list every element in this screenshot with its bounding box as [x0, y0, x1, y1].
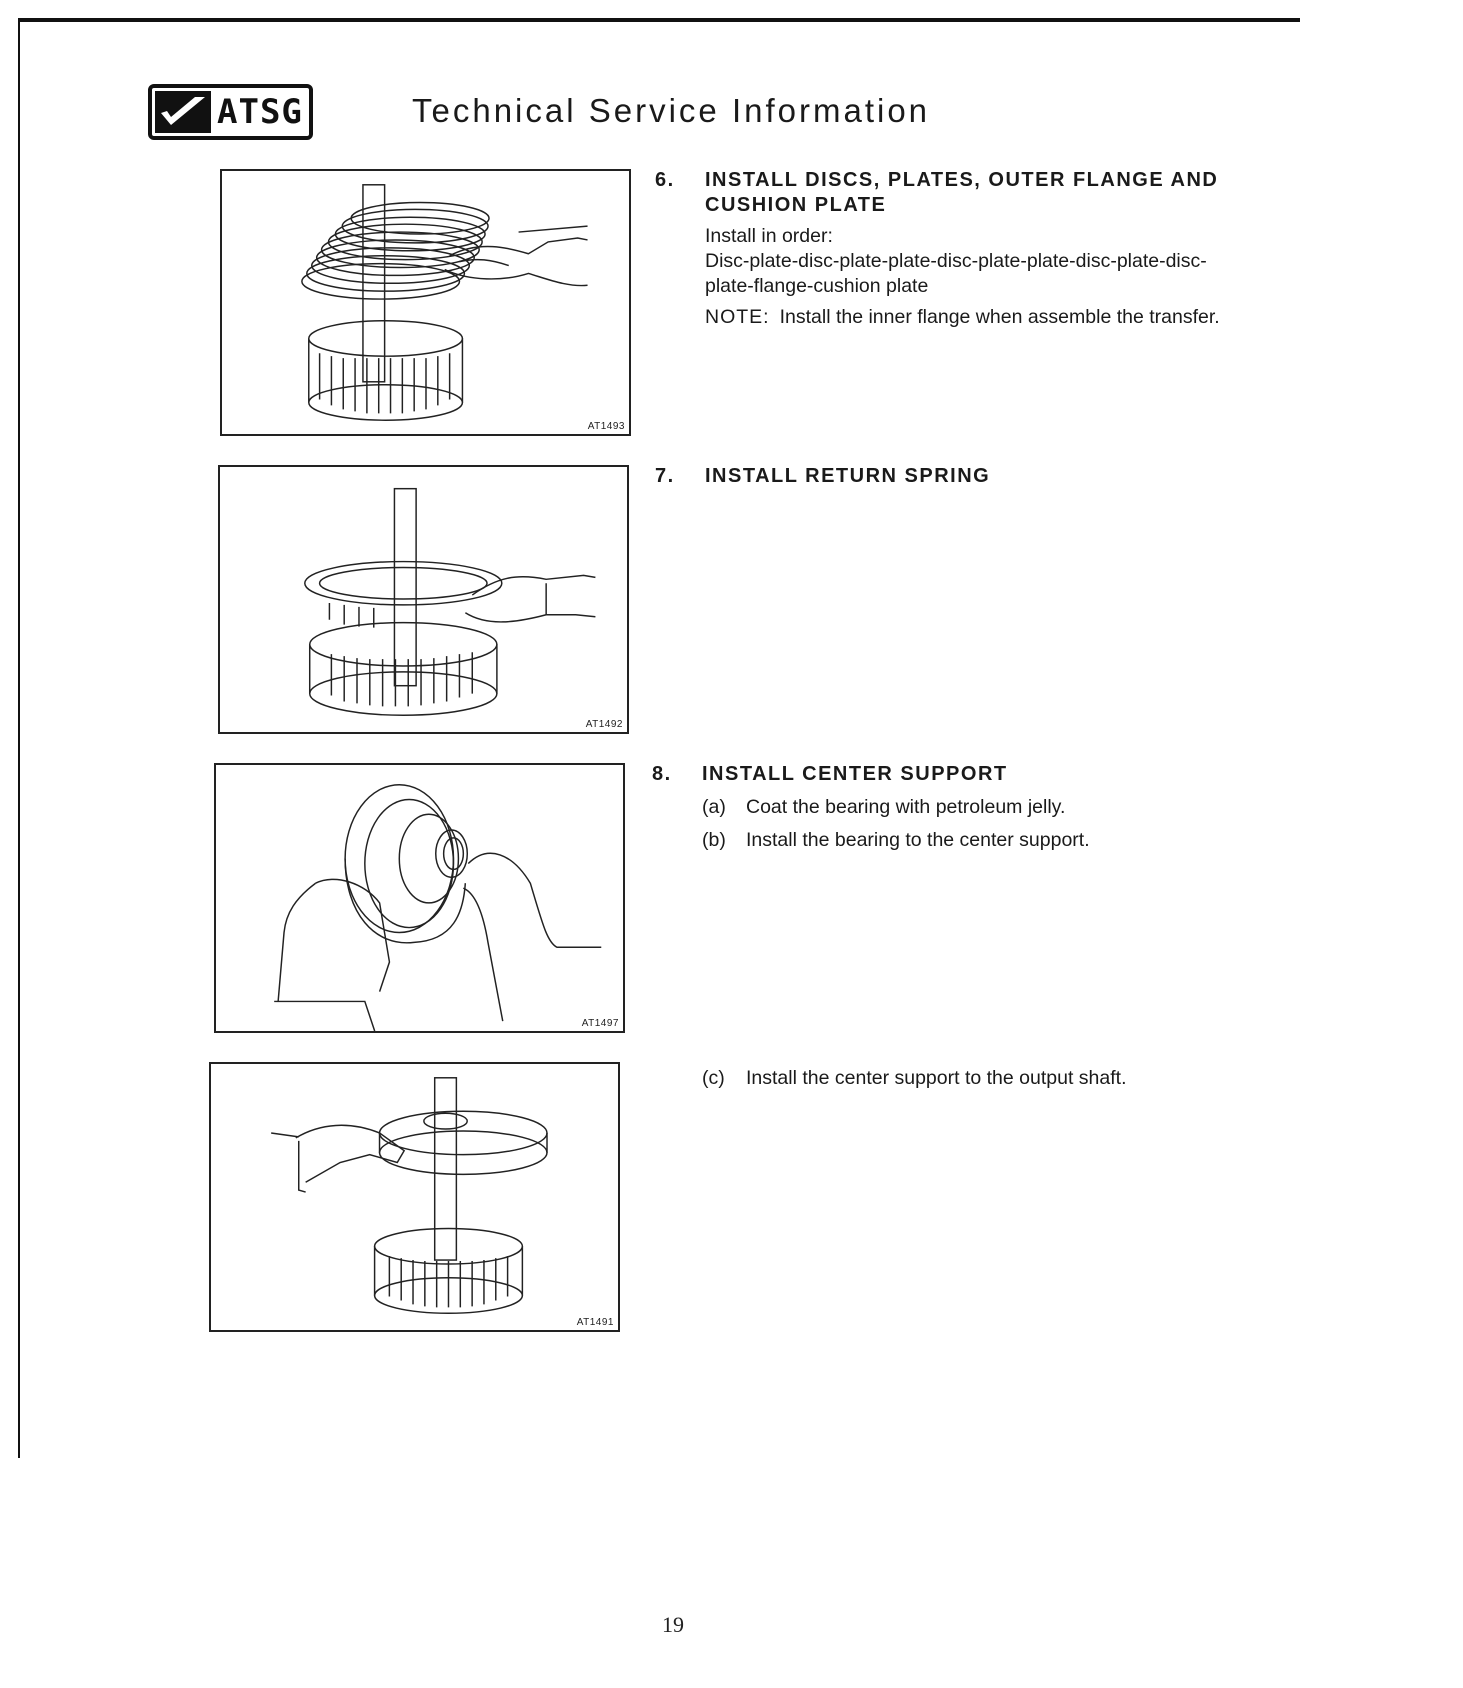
page-number: 19	[662, 1612, 684, 1637]
figure-center-support-shaft	[209, 1062, 620, 1332]
figure-code: AT1493	[587, 421, 625, 432]
figure-center-support-bearing	[214, 763, 625, 1033]
substep-letter: (a)	[702, 796, 726, 818]
substep-b	[702, 828, 1292, 853]
substep-text: Install the bearing to the center support.	[746, 829, 1090, 851]
logo-text: ATSG	[217, 92, 303, 132]
discs-plates-illustration	[222, 171, 629, 434]
bearing-illustration	[216, 765, 623, 1031]
substep-text: Install the center support to the output shaft.	[746, 1067, 1127, 1089]
step-8-substeps	[702, 795, 1292, 853]
figure-return-spring	[218, 465, 629, 734]
atsg-logo	[148, 84, 313, 140]
note-label: NOTE:	[705, 306, 770, 328]
return-spring-illustration	[220, 467, 627, 732]
substep-letter: (b)	[702, 829, 726, 851]
figure-code: AT1497	[581, 1018, 619, 1029]
step-6	[655, 168, 1295, 330]
figure-code: AT1492	[585, 719, 623, 730]
step-8	[652, 762, 1292, 853]
step-number: 7.	[655, 465, 675, 487]
substep-text: Coat the bearing with petroleum jelly.	[746, 796, 1066, 818]
top-border-rule	[18, 18, 1300, 22]
step-title: INSTALL CENTER SUPPORT	[702, 763, 1008, 785]
step-7-heading	[655, 464, 1295, 489]
substep-a	[702, 795, 1292, 820]
step-number: 6.	[655, 169, 675, 191]
figure-code: AT1491	[576, 1317, 614, 1328]
substep-c	[702, 1066, 1292, 1091]
step-title: INSTALL RETURN SPRING	[705, 465, 991, 487]
left-border-rule	[18, 18, 20, 1458]
step-6-note	[705, 305, 1295, 330]
step-8-heading	[652, 762, 1292, 787]
step-6-intro: Install in order:	[705, 225, 833, 247]
step-8-substep-c-wrap	[702, 1066, 1292, 1091]
step-7	[655, 464, 1295, 489]
checkmark-icon	[155, 91, 211, 133]
output-shaft-illustration	[211, 1064, 618, 1330]
step-6-order-list: Disc-plate-disc-plate-plate-disc-plate-plate-disc-plate-disc-plate-flange-cushion plate	[705, 250, 1207, 297]
note-text: Install the inner flange when assemble the transfer.	[779, 306, 1220, 328]
step-title: INSTALL DISCS, PLATES, OUTER FLANGE AND CUSHION PLATE	[705, 169, 1219, 216]
figure-discs-plates	[220, 169, 631, 436]
step-6-heading	[655, 168, 1295, 218]
step-8-continued	[652, 1058, 1292, 1091]
substep-letter: (c)	[702, 1067, 725, 1089]
step-number: 8.	[652, 763, 672, 785]
page-title: Technical Service Information	[412, 92, 931, 129]
